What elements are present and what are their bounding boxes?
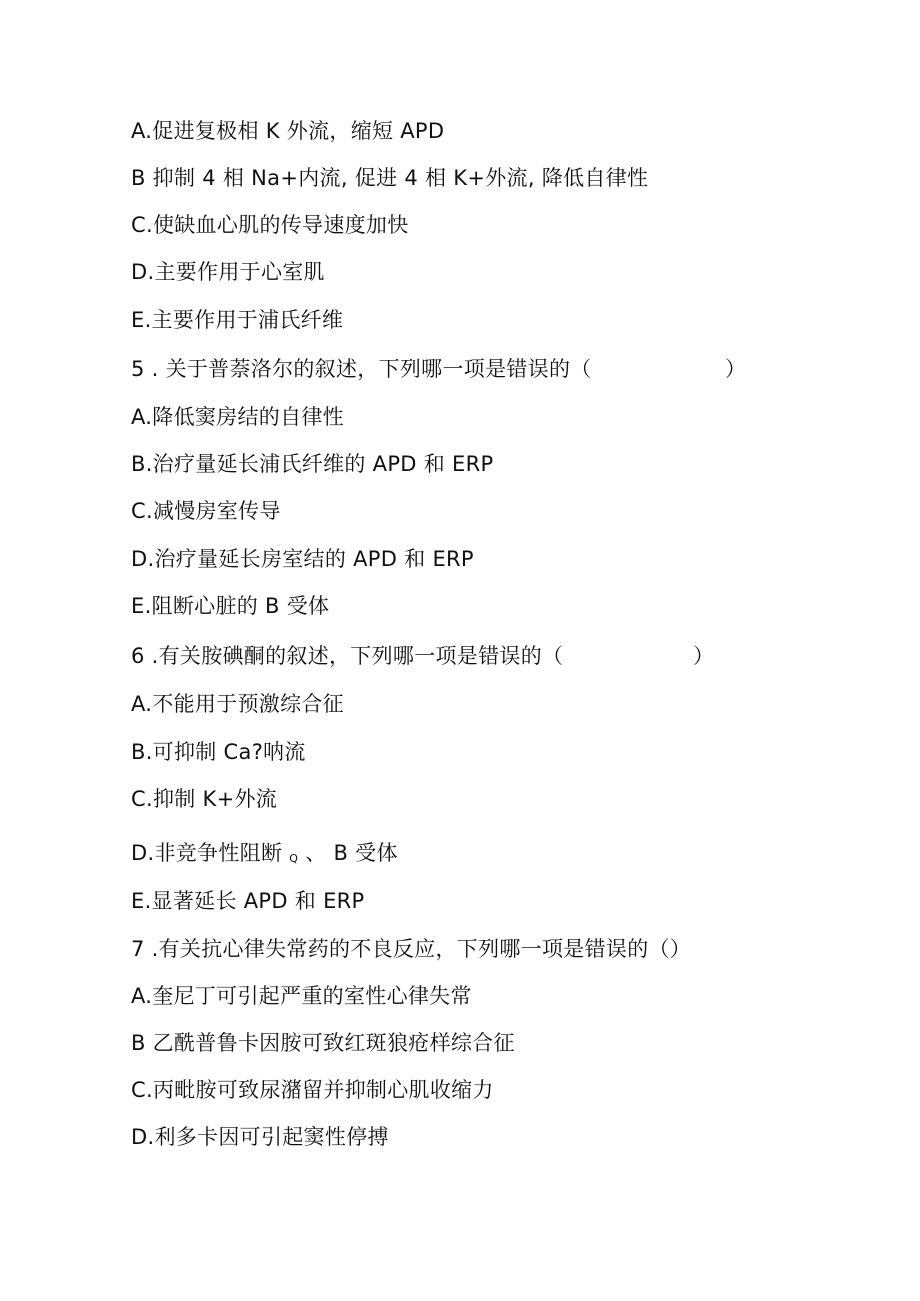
q5-option-d: D.治疗量延长房室结的 APD 和 ERP	[131, 547, 474, 571]
q6-stem-text: 6 .有关胺碘酮的叙述，下列哪一项是错误的（	[131, 644, 564, 668]
q4-option-e: E.主要作用于浦氏纤维	[131, 308, 344, 332]
q6-option-d-suffix: 、 B 受体	[305, 841, 398, 865]
q6-option-d-text: D.非竞争性阻断	[131, 841, 283, 865]
q7-stem: 7 .有关抗心律失常药的不良反应，下列哪一项是错误的（）	[131, 937, 692, 961]
q7-option-d: D.利多卡因可引起窦性停搏	[131, 1125, 389, 1149]
q5-stem-text: 5 . 关于普萘洛尔的叙述，下列哪一项是错误的（	[131, 357, 592, 381]
q6-option-e: E.显著延长 APD 和 ERP	[131, 889, 365, 913]
q5-option-c: C.减慢房室传导	[131, 499, 281, 523]
q4-option-b: B 抑制 4 相 Na+内流, 促进 4 相 K+外流, 降低自律性	[131, 166, 649, 190]
q5-close-paren: ）	[725, 357, 747, 381]
q4-option-c: C.使缺血心肌的传导速度加快	[131, 213, 409, 237]
q4-option-a: A.促进复极相 K 外流，缩短 APD	[131, 119, 445, 143]
q5-stem	[131, 354, 747, 384]
q6-option-d	[131, 838, 398, 874]
q7-option-b: B 乙酰普鲁卡因胺可致红斑狼疮样综合征	[131, 1031, 515, 1055]
q7-option-c: C.丙毗胺可致尿潴留并抑制心肌收缩力	[131, 1078, 494, 1102]
q6-option-c: C.抑制 K+外流	[131, 787, 278, 811]
q6-option-a: A.不能用于预激综合征	[131, 692, 344, 716]
q5-option-b: B.治疗量延长浦氏纤维的 APD 和 ERP	[131, 452, 494, 476]
q6-close-paren: ）	[693, 644, 715, 668]
q5-option-a: A.降低窦房结的自律性	[131, 405, 344, 429]
q5-option-e: E.阻断心脏的 B 受体	[131, 594, 330, 618]
q6-option-b: B.可抑制 Ca?呐流	[131, 740, 306, 764]
q6-stem	[131, 641, 715, 671]
q7-option-a: A.奎尼丁可引起严重的室性心律失常	[131, 984, 472, 1008]
alpha-symbol: Q	[289, 852, 299, 865]
q4-option-d: D.主要作用于心室肌	[131, 260, 325, 284]
